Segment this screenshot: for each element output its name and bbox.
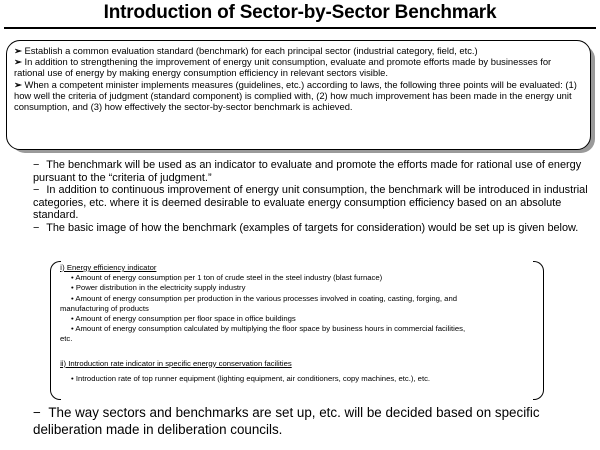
list-item: • Amount of energy consumption per floor space in office buildings [71, 314, 296, 324]
list-item-continuation: manufacturing of products [60, 303, 149, 313]
title-underline [4, 27, 596, 29]
dash-bullet-icon: − [33, 405, 41, 420]
page-title: Introduction of Sector-by-Sector Benchmark [103, 2, 497, 23]
dash-bullet-icon: − [33, 184, 40, 197]
summary-point-1: ➢ Establish a common evaluation standard (benchmark) for each principal sector (industrial category, field, etc.) [14, 45, 478, 56]
section-heading-energy-efficiency: ⅰ) Energy efficiency indicator [60, 263, 157, 272]
list-item: • Power distribution in the electricity supply industry [71, 283, 246, 293]
arrow-bullet-icon: ➢ [14, 78, 22, 90]
list-item: • Amount of energy consumption per 1 ton of crude steel in the steel industry (blast furnace) [71, 273, 383, 283]
summary-point-2: ➢ In addition to strengthening the improvement of energy unit consumption, evaluate and promote efforts made by businesses for rational use of energy by making energy consumption efficiency in relevant sectors visible. [14, 56, 552, 79]
main-point-2: − In addition to continuous improvement of energy unit consumption, the benchmark will be introduced in industrial categories, etc. where it is deemed desirable to evaluate energy consumption efficiency based on an absolute standard. [33, 184, 588, 222]
arrow-bullet-icon: ➢ [14, 45, 22, 56]
dash-bullet-icon: − [33, 159, 40, 171]
examples-block [60, 263, 540, 384]
section-heading-introduction-rate: ⅱ) Introduction rate indicator in specific energy conservation facilities [60, 358, 292, 368]
list-item-continuation: etc. [60, 334, 73, 344]
list-item: • Amount of energy consumption per production in the various processes involved in coating, casting, forging, and [71, 293, 458, 303]
closing-note [33, 405, 593, 438]
dash-bullet-icon: − [33, 221, 40, 234]
main-point-3: − The basic image of how the benchmark (examples of targets for consideration) would be set up is given below. [33, 221, 579, 234]
summary-box [6, 40, 591, 150]
list-item: • Introduction rate of top runner equipment (lighting equipment, air conditioners, copy machines, etc.), etc. [71, 373, 431, 383]
closing-text: The way sectors and benchmarks are set up, etc. will be decided based on specific deliberation made in deliberation councils. [33, 405, 540, 437]
arrow-bullet-icon: ➢ [14, 56, 22, 68]
main-points-list [33, 159, 593, 235]
summary-point-3: ➢ When a competent minister implements measures (guidelines, etc.) according to laws, the following three points will be evaluated: (1) how well the criteria of judgment (standard component) is complied with, (2) how much improvement has been made in the energy unit consumption, and (3) how effectively the sector-by-sector benchmark is achieved. [14, 78, 577, 113]
main-point-1: − The benchmark will be used as an indicator to evaluate and promote the efforts made for rational use of energy pursuant to the “criteria of judgment.” [33, 159, 582, 184]
list-item: • Amount of energy consumption calculated by multiplying the floor space by business hours in commercial facilities, [71, 324, 466, 334]
